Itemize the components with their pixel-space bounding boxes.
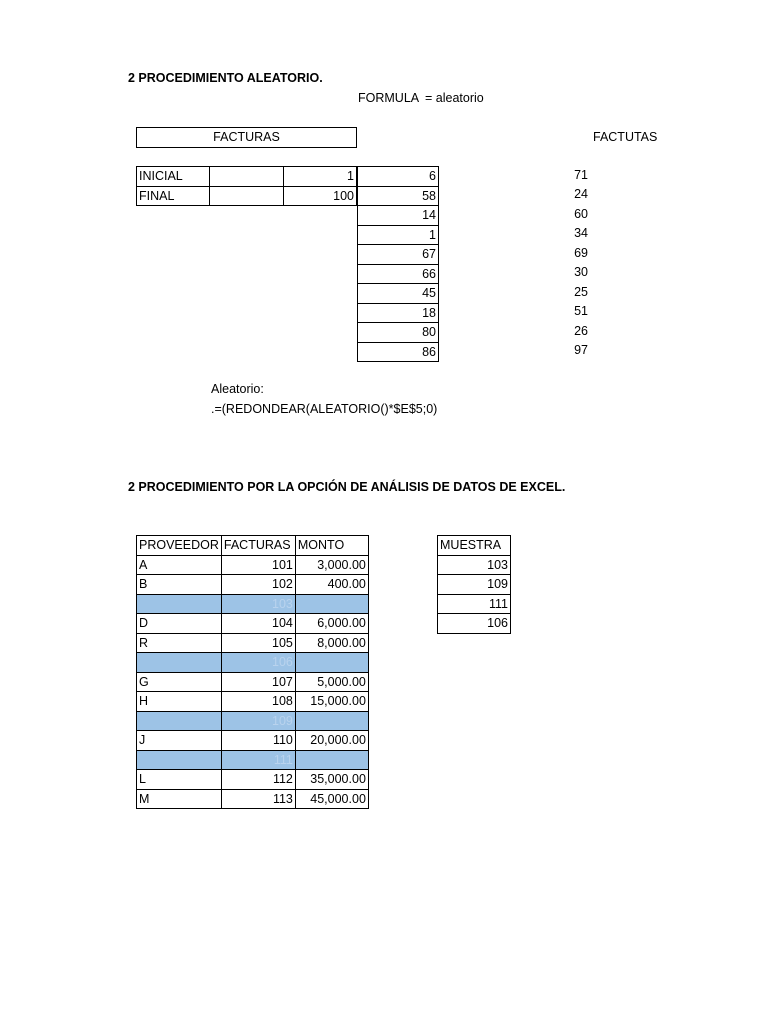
factura-cell: 110 bbox=[221, 731, 295, 751]
monto-cell bbox=[295, 711, 368, 731]
table-row bbox=[137, 731, 369, 751]
factutas-value: 30 bbox=[574, 265, 588, 280]
table-row bbox=[137, 633, 369, 653]
factutas-list bbox=[568, 166, 588, 360]
monto-cell: 6,000.00 bbox=[295, 614, 368, 634]
muestra-row bbox=[438, 555, 511, 575]
muestra-value: 111 bbox=[438, 594, 511, 614]
random-value: 45 bbox=[358, 284, 439, 304]
monto-cell: 400.00 bbox=[295, 575, 368, 595]
muestra-value: 103 bbox=[438, 555, 511, 575]
proveedor-cell: R bbox=[137, 633, 222, 653]
monto-cell bbox=[295, 653, 368, 673]
random-row bbox=[358, 167, 439, 187]
factutas-value: 25 bbox=[574, 284, 588, 299]
monto-cell: 35,000.00 bbox=[295, 770, 368, 790]
factura-cell: 112 bbox=[221, 770, 295, 790]
random-row bbox=[358, 264, 439, 284]
factutas-value: 51 bbox=[574, 304, 588, 319]
inicial-row bbox=[137, 167, 357, 187]
muestra-row bbox=[438, 575, 511, 595]
factutas-value: 97 bbox=[574, 342, 588, 357]
table-row bbox=[137, 672, 369, 692]
proveedor-cell: L bbox=[137, 770, 222, 790]
random-row bbox=[358, 323, 439, 343]
random-row bbox=[358, 186, 439, 206]
formula-value: = aleatorio bbox=[425, 91, 484, 105]
factura-cell: 113 bbox=[221, 789, 295, 809]
random-value: 1 bbox=[358, 225, 439, 245]
table-row-highlighted bbox=[137, 750, 369, 770]
muestra-value: 109 bbox=[438, 575, 511, 595]
random-row bbox=[358, 284, 439, 304]
table-row-highlighted bbox=[137, 653, 369, 673]
aleatorio-label: Aleatorio: bbox=[211, 382, 264, 396]
inicial-value: 1 bbox=[284, 167, 357, 187]
monto-cell: 45,000.00 bbox=[295, 789, 368, 809]
factutas-value: 26 bbox=[574, 323, 588, 338]
table-row bbox=[137, 555, 369, 575]
table-row bbox=[137, 789, 369, 809]
monto-cell bbox=[295, 594, 368, 614]
monto-cell: 5,000.00 bbox=[295, 672, 368, 692]
random-row bbox=[358, 225, 439, 245]
factura-cell: 109 bbox=[221, 711, 295, 731]
section2-title: 2 PROCEDIMIENTO POR LA OPCIÓN DE ANÁLISIS DE DATOS DE EXCEL. bbox=[128, 480, 566, 494]
muestra-table bbox=[437, 535, 511, 634]
random-value: 67 bbox=[358, 245, 439, 265]
final-row bbox=[137, 186, 357, 206]
inicial-label: INICIAL bbox=[137, 167, 210, 187]
factura-cell: 105 bbox=[221, 633, 295, 653]
facturas-header-box bbox=[136, 127, 357, 148]
proveedor-cell: G bbox=[137, 672, 222, 692]
header-facturas: FACTURAS bbox=[221, 536, 295, 556]
muestra-header-row bbox=[438, 536, 511, 556]
table-row bbox=[137, 770, 369, 790]
muestra-header: MUESTRA bbox=[438, 536, 511, 556]
header-proveedor: PROVEEDOR bbox=[137, 536, 222, 556]
monto-cell: 15,000.00 bbox=[295, 692, 368, 712]
random-values-table bbox=[357, 166, 439, 362]
empty-cell bbox=[210, 186, 284, 206]
factura-cell: 106 bbox=[221, 653, 295, 673]
table-row bbox=[137, 575, 369, 595]
random-row bbox=[358, 342, 439, 362]
header-monto: MONTO bbox=[295, 536, 368, 556]
proveedor-cell bbox=[137, 653, 222, 673]
proveedor-table bbox=[136, 535, 369, 809]
factutas-value: 71 bbox=[574, 168, 588, 182]
factura-cell: 103 bbox=[221, 594, 295, 614]
proveedor-cell bbox=[137, 594, 222, 614]
proveedor-cell bbox=[137, 711, 222, 731]
factutas-value: 34 bbox=[574, 226, 588, 241]
factutas-header: FACTUTAS bbox=[593, 130, 658, 144]
proveedor-cell: J bbox=[137, 731, 222, 751]
random-value: 18 bbox=[358, 303, 439, 323]
random-value: 14 bbox=[358, 206, 439, 226]
empty-cell bbox=[210, 167, 284, 187]
factutas-value: 69 bbox=[574, 245, 588, 260]
formula-label: FORMULA bbox=[358, 91, 420, 105]
factura-cell: 101 bbox=[221, 555, 295, 575]
inicial-final-table bbox=[136, 166, 357, 206]
section1-title: 2 PROCEDIMIENTO ALEATORIO. bbox=[128, 71, 323, 85]
muestra-row bbox=[438, 614, 511, 634]
random-row bbox=[358, 245, 439, 265]
proveedor-cell: H bbox=[137, 692, 222, 712]
random-value: 80 bbox=[358, 323, 439, 343]
monto-cell: 3,000.00 bbox=[295, 555, 368, 575]
factura-cell: 104 bbox=[221, 614, 295, 634]
random-value: 66 bbox=[358, 264, 439, 284]
factura-cell: 111 bbox=[221, 750, 295, 770]
random-row bbox=[358, 206, 439, 226]
proveedor-cell: D bbox=[137, 614, 222, 634]
final-value: 100 bbox=[284, 186, 357, 206]
random-value: 58 bbox=[358, 186, 439, 206]
factura-cell: 108 bbox=[221, 692, 295, 712]
muestra-value: 106 bbox=[438, 614, 511, 634]
proveedor-cell: A bbox=[137, 555, 222, 575]
monto-cell: 8,000.00 bbox=[295, 633, 368, 653]
factutas-value: 24 bbox=[574, 187, 588, 202]
random-row bbox=[358, 303, 439, 323]
table-header-row bbox=[137, 536, 369, 556]
final-label: FINAL bbox=[137, 186, 210, 206]
random-value: 6 bbox=[358, 167, 439, 187]
muestra-row bbox=[438, 594, 511, 614]
aleatorio-formula: .=(REDONDEAR(ALEATORIO()*$E$5;0) bbox=[211, 402, 438, 416]
monto-cell: 20,000.00 bbox=[295, 731, 368, 751]
factura-cell: 107 bbox=[221, 672, 295, 692]
table-row-highlighted bbox=[137, 711, 369, 731]
proveedor-cell bbox=[137, 750, 222, 770]
table-row-highlighted bbox=[137, 594, 369, 614]
factutas-value: 60 bbox=[574, 206, 588, 221]
monto-cell bbox=[295, 750, 368, 770]
random-value: 86 bbox=[358, 342, 439, 362]
table-row bbox=[137, 692, 369, 712]
table-row bbox=[137, 614, 369, 634]
proveedor-cell: M bbox=[137, 789, 222, 809]
proveedor-cell: B bbox=[137, 575, 222, 595]
facturas-header: FACTURAS bbox=[137, 128, 357, 148]
factura-cell: 102 bbox=[221, 575, 295, 595]
